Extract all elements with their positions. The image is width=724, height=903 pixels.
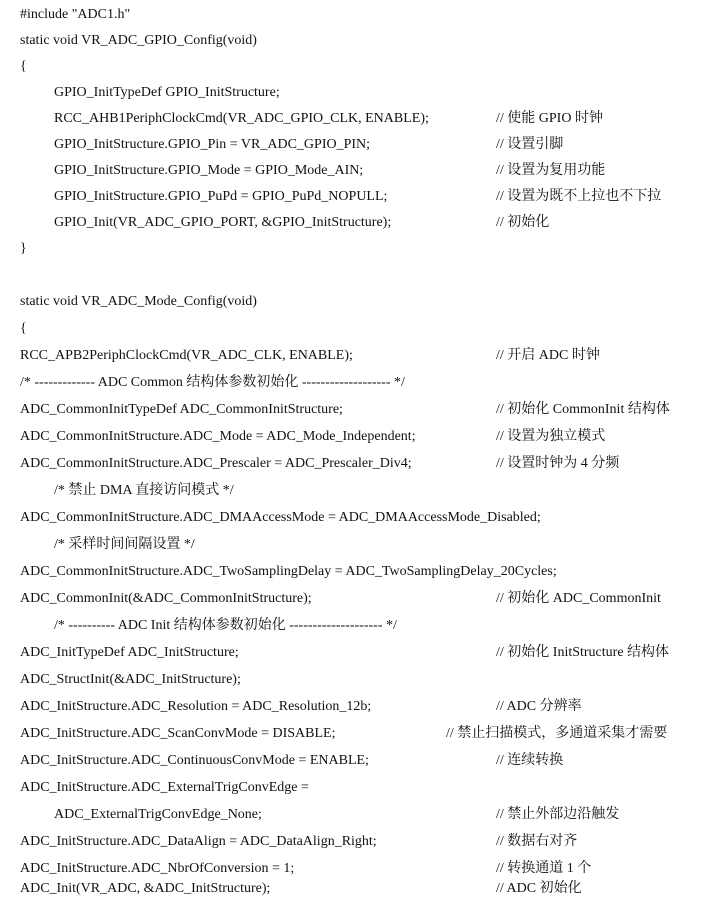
code-comment: // 连续转换 <box>496 753 564 768</box>
code-text: ADC_Init(VR_ADC, &ADC_InitStructure); <box>20 881 271 896</box>
code-text: { <box>20 59 27 74</box>
code-text: RCC_AHB1PeriphClockCmd(VR_ADC_GPIO_CLK, ENABLE); <box>54 111 429 126</box>
code-text: } <box>20 241 27 256</box>
code-text: ADC_CommonInitStructure.ADC_DMAAccessMode = ADC_DMAAccessMode_Disabled; <box>20 510 541 525</box>
code-comment: // 设置引脚 <box>496 137 564 152</box>
code-comment: // ADC 初始化 <box>496 881 582 896</box>
code-comment: // 初始化 <box>496 215 550 230</box>
code-text: ADC_InitStructure.ADC_Resolution = ADC_Resolution_12b; <box>20 699 372 714</box>
code-text: GPIO_InitTypeDef GPIO_InitStructure; <box>54 85 280 100</box>
code-comment: // 禁止外部边沿触发 <box>496 807 620 822</box>
code-text: #include "ADC1.h" <box>20 7 131 22</box>
code-text: /* 禁止 DMA 直接访问模式 */ <box>54 483 234 498</box>
code-text: GPIO_InitStructure.GPIO_PuPd = GPIO_PuPd_NOPULL; <box>54 189 388 204</box>
code-text: ADC_InitStructure.ADC_NbrOfConversion = 1; <box>20 861 295 876</box>
code-comment: // 数据右对齐 <box>496 834 578 849</box>
code-comment: // 设置时钟为 4 分频 <box>496 456 620 471</box>
code-text: ADC_CommonInit(&ADC_CommonInitStructure); <box>20 591 312 606</box>
code-text: RCC_APB2PeriphClockCmd(VR_ADC_CLK, ENABLE); <box>20 348 353 363</box>
code-comment: // 设置为独立模式 <box>496 429 606 444</box>
code-text: /* 采样时间间隔设置 */ <box>54 537 195 552</box>
code-comment: // ADC 分辨率 <box>496 699 582 714</box>
code-comment: // 开启 ADC 时钟 <box>496 348 600 363</box>
code-comment: // 使能 GPIO 时钟 <box>496 111 603 126</box>
code-text: GPIO_Init(VR_ADC_GPIO_PORT, &GPIO_InitStructure); <box>54 215 392 230</box>
code-text: ADC_CommonInitStructure.ADC_Mode = ADC_Mode_Independent; <box>20 429 416 444</box>
code-text: static void VR_ADC_GPIO_Config(void) <box>20 33 257 48</box>
code-text: ADC_ExternalTrigConvEdge_None; <box>54 807 262 822</box>
code-text: /* ------------- ADC Common 结构体参数初始化 ------------------- */ <box>20 375 405 390</box>
code-comment: // 禁止扫描模式，多通道采集才需要 <box>446 726 668 741</box>
code-text: ADC_InitStructure.ADC_ContinuousConvMode = ENABLE; <box>20 753 369 768</box>
code-text: ADC_CommonInitTypeDef ADC_CommonInitStructure; <box>20 402 343 417</box>
code-comment: // 设置为既不上拉也不下拉 <box>496 189 662 204</box>
code-comment: // 设置为复用功能 <box>496 163 606 178</box>
code-text: { <box>20 321 27 336</box>
code-text: ADC_CommonInitStructure.ADC_TwoSamplingDelay = ADC_TwoSamplingDelay_20Cycles; <box>20 564 557 579</box>
code-text: ADC_StructInit(&ADC_InitStructure); <box>20 672 241 687</box>
code-text: /* ---------- ADC Init 结构体参数初始化 -------------------- */ <box>54 618 397 633</box>
code-comment: // 初始化 ADC_CommonInit <box>496 591 661 606</box>
code-text: ADC_InitStructure.ADC_ScanConvMode = DISABLE; <box>20 726 336 741</box>
code-comment: // 初始化 InitStructure 结构体 <box>496 645 670 660</box>
code-comment: // 初始化 CommonInit 结构体 <box>496 402 670 417</box>
code-text: GPIO_InitStructure.GPIO_Mode = GPIO_Mode_AIN; <box>54 163 364 178</box>
code-text: static void VR_ADC_Mode_Config(void) <box>20 294 257 309</box>
code-comment: // 转换通道 1 个 <box>496 861 592 876</box>
code-text: GPIO_InitStructure.GPIO_Pin = VR_ADC_GPIO_PIN; <box>54 137 371 152</box>
code-text: ADC_InitTypeDef ADC_InitStructure; <box>20 645 239 660</box>
code-text: ADC_CommonInitStructure.ADC_Prescaler = ADC_Prescaler_Div4; <box>20 456 412 471</box>
code-text: ADC_InitStructure.ADC_ExternalTrigConvEdge = <box>20 780 309 795</box>
code-text: ADC_InitStructure.ADC_DataAlign = ADC_DataAlign_Right; <box>20 834 377 849</box>
